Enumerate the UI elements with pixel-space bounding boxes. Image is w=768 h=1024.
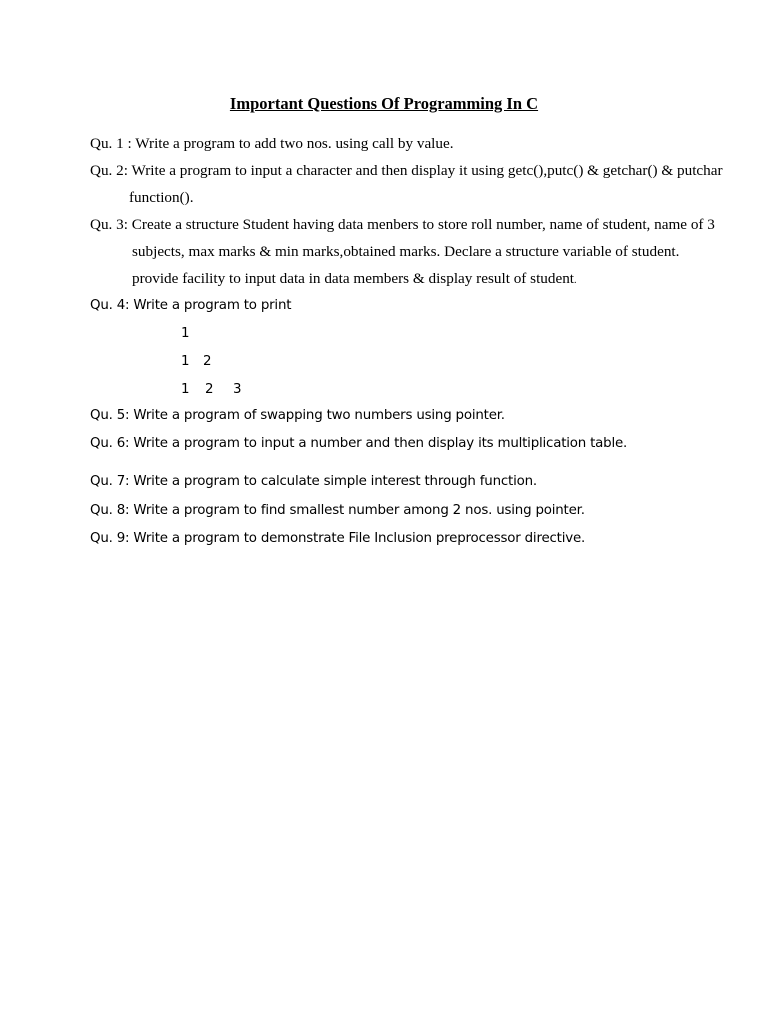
question-3: Qu. 3: Create a structure Student having data menbers to store roll number, name of student, name of 3 bbox=[90, 216, 715, 233]
pattern-row-3-col-3: 3 bbox=[233, 382, 242, 397]
pattern-row-3-col-2: 2 bbox=[205, 382, 214, 397]
question-1: Qu. 1 : Write a program to add two nos. using call by value. bbox=[90, 135, 454, 152]
question-5: Qu. 5: Write a program of swapping two numbers using pointer. bbox=[90, 408, 505, 423]
question-6: Qu. 6: Write a program to input a number and then display its multiplication table. bbox=[90, 436, 628, 451]
question-3-continuation-2-text: provide facility to input data in data members & display result of student bbox=[132, 270, 575, 287]
pattern-row-2-col-2: 2 bbox=[203, 354, 212, 369]
question-2: Qu. 2: Write a program to input a character and then display it using getc(),putc() & getchar() & putchar bbox=[90, 162, 723, 179]
pattern-row-1-col-1: 1 bbox=[181, 326, 190, 341]
question-3-continuation-2 bbox=[132, 269, 577, 291]
pattern-row-2-col-1: 1 bbox=[181, 354, 190, 369]
document-title: Important Questions Of Programming In C bbox=[229, 94, 539, 113]
question-8: Qu. 8: Write a program to find smallest number among 2 nos. using pointer. bbox=[90, 503, 585, 518]
question-3-trailing-period: . bbox=[574, 275, 577, 286]
question-9: Qu. 9: Write a program to demonstrate File Inclusion preprocessor directive. bbox=[90, 531, 586, 546]
pattern-row-3-col-1: 1 bbox=[181, 382, 190, 397]
question-2-continuation: function(). bbox=[129, 189, 194, 206]
question-7: Qu. 7: Write a program to calculate simple interest through function. bbox=[90, 474, 537, 489]
question-4: Qu. 4: Write a program to print bbox=[90, 298, 292, 313]
question-3-continuation-1: subjects, max marks & min marks,obtained marks. Declare a structure variable of student. bbox=[132, 243, 680, 260]
